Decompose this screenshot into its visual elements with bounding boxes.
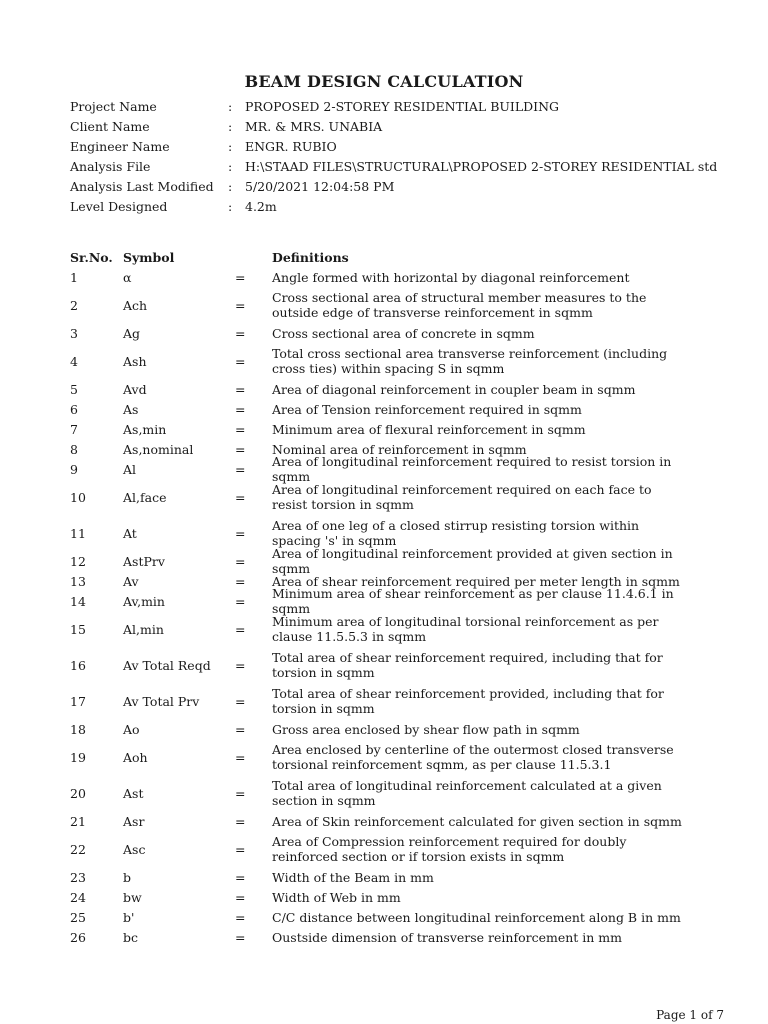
definition-symbol: Avd bbox=[123, 381, 147, 397]
definition-symbol: Ast bbox=[123, 785, 144, 801]
definition-text: Minimum area of shear reinforcement as per clause 11.4.6.1 in sqmm bbox=[272, 586, 674, 616]
definition-symbol: As bbox=[123, 401, 139, 417]
definition-sr-no: 18 bbox=[70, 721, 86, 737]
header-symbol: Symbol bbox=[123, 249, 175, 265]
info-colon: : bbox=[228, 178, 233, 194]
definition-text: Area of longitudinal reinforcement required to resist torsion in sqmm bbox=[272, 454, 672, 484]
info-label: Engineer Name bbox=[70, 138, 170, 154]
info-row bbox=[70, 156, 730, 176]
definition-equals: = bbox=[235, 573, 246, 589]
definition-text: Area of longitudinal reinforcement required on each face to resist torsion in sqmm bbox=[272, 482, 652, 512]
info-row bbox=[70, 96, 730, 116]
definition-text: Oustside dimension of transverse reinforcement in mm bbox=[272, 929, 623, 945]
definition-text: Area of Skin reinforcement calculated for given section in sqmm bbox=[272, 813, 682, 829]
definition-row bbox=[70, 887, 690, 907]
definition-symbol: bw bbox=[123, 889, 142, 905]
definition-row bbox=[70, 323, 690, 343]
definition-symbol: b bbox=[123, 869, 132, 885]
definition-sr-no: 1 bbox=[70, 269, 78, 285]
definition-row bbox=[70, 927, 690, 947]
definition-text: Width of the Beam in mm bbox=[272, 869, 434, 885]
definition-equals: = bbox=[235, 929, 246, 945]
definition-symbol: Av,min bbox=[123, 593, 165, 609]
info-colon: : bbox=[228, 158, 233, 174]
definition-symbol: As,min bbox=[123, 421, 167, 437]
definition-equals: = bbox=[235, 325, 246, 341]
definition-row bbox=[70, 647, 690, 683]
definition-row bbox=[70, 683, 690, 719]
definition-equals: = bbox=[235, 553, 246, 569]
info-value: 4.2m bbox=[245, 198, 277, 214]
definition-symbol: Av Total Prv bbox=[123, 693, 200, 709]
definition-symbol: Aoh bbox=[123, 749, 148, 765]
definition-equals: = bbox=[235, 421, 246, 437]
definition-row bbox=[70, 831, 690, 867]
info-value: ENGR. RUBIO bbox=[245, 138, 337, 154]
definition-text: Total area of longitudinal reinforcement calculated at a given section in sqmm bbox=[272, 778, 662, 808]
info-colon: : bbox=[228, 198, 233, 214]
info-colon: : bbox=[228, 118, 233, 134]
definition-equals: = bbox=[235, 489, 246, 505]
definition-row bbox=[70, 343, 690, 379]
definition-equals: = bbox=[235, 381, 246, 397]
definition-equals: = bbox=[235, 593, 246, 609]
definition-sr-no: 7 bbox=[70, 421, 78, 437]
definition-text: Gross area enclosed by shear flow path in sqmm bbox=[272, 721, 580, 737]
definition-equals: = bbox=[235, 889, 246, 905]
definition-row bbox=[70, 454, 690, 484]
definition-equals: = bbox=[235, 657, 246, 673]
definition-sr-no: 16 bbox=[70, 657, 86, 673]
definition-text: Cross sectional area of structural member measures to the outside edge of transverse reinforcement in sqmm bbox=[272, 290, 647, 320]
definition-text: Area of longitudinal reinforcement provided at given section in sqmm bbox=[272, 546, 673, 576]
info-label: Client Name bbox=[70, 118, 150, 134]
definition-sr-no: 8 bbox=[70, 441, 78, 457]
header-definitions: Definitions bbox=[272, 249, 349, 265]
definition-symbol: α bbox=[123, 269, 132, 285]
definition-sr-no: 9 bbox=[70, 461, 78, 477]
definition-sr-no: 10 bbox=[70, 489, 86, 505]
definition-symbol: b' bbox=[123, 909, 135, 925]
definition-symbol: As,nominal bbox=[123, 441, 194, 457]
definition-symbol: bc bbox=[123, 929, 139, 945]
info-colon: : bbox=[228, 98, 233, 114]
info-value: 5/20/2021 12:04:58 PM bbox=[245, 178, 395, 194]
definition-sr-no: 21 bbox=[70, 813, 86, 829]
definition-sr-no: 23 bbox=[70, 869, 86, 885]
info-row bbox=[70, 116, 730, 136]
definition-row bbox=[70, 867, 690, 887]
definition-text: Total area of shear reinforcement provided, including that for torsion in sqmm bbox=[272, 686, 664, 716]
definition-sr-no: 24 bbox=[70, 889, 86, 905]
definitions-header-row bbox=[70, 247, 690, 267]
definition-equals: = bbox=[235, 749, 246, 765]
definition-text: Angle formed with horizontal by diagonal reinforcement bbox=[272, 269, 630, 285]
definition-sr-no: 4 bbox=[70, 353, 78, 369]
definition-equals: = bbox=[235, 297, 246, 313]
document-title: BEAM DESIGN CALCULATION bbox=[244, 72, 524, 91]
header-sr-no: Sr.No. bbox=[70, 249, 113, 265]
definition-symbol: Av Total Reqd bbox=[123, 657, 211, 673]
info-label: Level Designed bbox=[70, 198, 168, 214]
definition-text: Area of shear reinforcement required per meter length in sqmm bbox=[272, 573, 680, 589]
definition-sr-no: 3 bbox=[70, 325, 78, 341]
definition-sr-no: 6 bbox=[70, 401, 78, 417]
definition-text: Minimum area of longitudinal torsional reinforcement as per clause 11.5.5.3 in sqmm bbox=[272, 614, 659, 644]
definition-row bbox=[70, 739, 690, 775]
definition-text: Width of Web in mm bbox=[272, 889, 401, 905]
definition-row bbox=[70, 775, 690, 811]
definition-equals: = bbox=[235, 525, 246, 541]
definition-sr-no: 26 bbox=[70, 929, 86, 945]
definition-row bbox=[70, 267, 690, 287]
info-row bbox=[70, 136, 730, 156]
definition-symbol: Ach bbox=[123, 297, 148, 313]
definitions-body bbox=[70, 267, 690, 947]
info-row bbox=[70, 176, 730, 196]
definition-sr-no: 2 bbox=[70, 297, 78, 313]
definition-text: Area enclosed by centerline of the outermost closed transverse torsional reinforcement sqmm, as per clause 11.5.3.1 bbox=[272, 742, 674, 772]
info-value: MR. & MRS. UNABIA bbox=[245, 118, 383, 134]
definition-sr-no: 5 bbox=[70, 381, 78, 397]
definition-row bbox=[70, 719, 690, 739]
definition-symbol: Asr bbox=[123, 813, 145, 829]
definition-row bbox=[70, 379, 690, 399]
definitions-table bbox=[70, 247, 690, 947]
definition-text: Area of one leg of a closed stirrup resisting torsion within spacing 's' in sqmm bbox=[272, 518, 640, 548]
definition-text: Cross sectional area of concrete in sqmm bbox=[272, 325, 535, 341]
definition-symbol: Ash bbox=[123, 353, 147, 369]
definition-equals: = bbox=[235, 269, 246, 285]
definition-equals: = bbox=[235, 621, 246, 637]
definition-symbol: Av bbox=[123, 573, 139, 589]
definition-equals: = bbox=[235, 785, 246, 801]
definition-symbol: Asc bbox=[123, 841, 146, 857]
definition-row bbox=[70, 546, 690, 576]
definition-text: Nominal area of reinforcement in sqmm bbox=[272, 441, 527, 457]
definition-symbol: Ag bbox=[123, 325, 141, 341]
info-value: H:\STAAD FILES\STRUCTURAL\PROPOSED 2-STOREY RESIDENTIAL std bbox=[245, 158, 718, 174]
definition-row bbox=[70, 479, 690, 515]
definition-sr-no: 15 bbox=[70, 621, 86, 637]
definition-sr-no: 25 bbox=[70, 909, 86, 925]
info-value: PROPOSED 2-STOREY RESIDENTIAL BUILDING bbox=[245, 98, 560, 114]
definition-sr-no: 11 bbox=[70, 525, 86, 541]
definition-symbol: Al,min bbox=[123, 621, 164, 637]
definition-row bbox=[70, 586, 690, 616]
definition-symbol: At bbox=[123, 525, 137, 541]
definition-equals: = bbox=[235, 869, 246, 885]
definition-row bbox=[70, 611, 690, 647]
definition-equals: = bbox=[235, 841, 246, 857]
definition-sr-no: 14 bbox=[70, 593, 86, 609]
definition-row bbox=[70, 811, 690, 831]
definition-equals: = bbox=[235, 721, 246, 737]
definition-sr-no: 19 bbox=[70, 749, 86, 765]
definition-equals: = bbox=[235, 909, 246, 925]
definition-text: Total cross sectional area transverse reinforcement (including cross ties) within spacing S in sqmm bbox=[272, 346, 668, 376]
info-row bbox=[70, 196, 730, 216]
definition-text: Area of diagonal reinforcement in coupler beam in sqmm bbox=[272, 381, 636, 397]
info-label: Analysis Last Modified bbox=[70, 178, 214, 194]
definition-symbol: AstPrv bbox=[123, 553, 165, 569]
project-info bbox=[70, 96, 730, 216]
definition-equals: = bbox=[235, 401, 246, 417]
definition-sr-no: 17 bbox=[70, 693, 86, 709]
definition-sr-no: 13 bbox=[70, 573, 86, 589]
definition-equals: = bbox=[235, 353, 246, 369]
definition-equals: = bbox=[235, 813, 246, 829]
definition-row bbox=[70, 287, 690, 323]
definition-symbol: Al,face bbox=[123, 489, 167, 505]
definition-row bbox=[70, 419, 690, 439]
info-label: Project Name bbox=[70, 98, 157, 114]
definition-equals: = bbox=[235, 693, 246, 709]
definition-text: Total area of shear reinforcement required, including that for torsion in sqmm bbox=[272, 650, 663, 680]
definition-symbol: Ao bbox=[123, 721, 140, 737]
definition-symbol: Al bbox=[123, 461, 137, 477]
definition-sr-no: 12 bbox=[70, 553, 86, 569]
definition-equals: = bbox=[235, 441, 246, 457]
info-label: Analysis File bbox=[70, 158, 151, 174]
definition-equals: = bbox=[235, 461, 246, 477]
definition-text: C/C distance between longitudinal reinforcement along B in mm bbox=[272, 909, 681, 925]
definition-sr-no: 20 bbox=[70, 785, 86, 801]
definition-sr-no: 22 bbox=[70, 841, 86, 857]
definition-text: Minimum area of flexural reinforcement in sqmm bbox=[272, 421, 586, 437]
info-colon: : bbox=[228, 138, 233, 154]
definition-row bbox=[70, 399, 690, 419]
definition-text: Area of Tension reinforcement required in sqmm bbox=[272, 401, 582, 417]
page-number: Page 1 of 7 bbox=[656, 1008, 724, 1022]
definition-text: Area of Compression reinforcement required for doubly reinforced section or if torsion exists in sqmm bbox=[272, 834, 627, 864]
definition-row bbox=[70, 907, 690, 927]
